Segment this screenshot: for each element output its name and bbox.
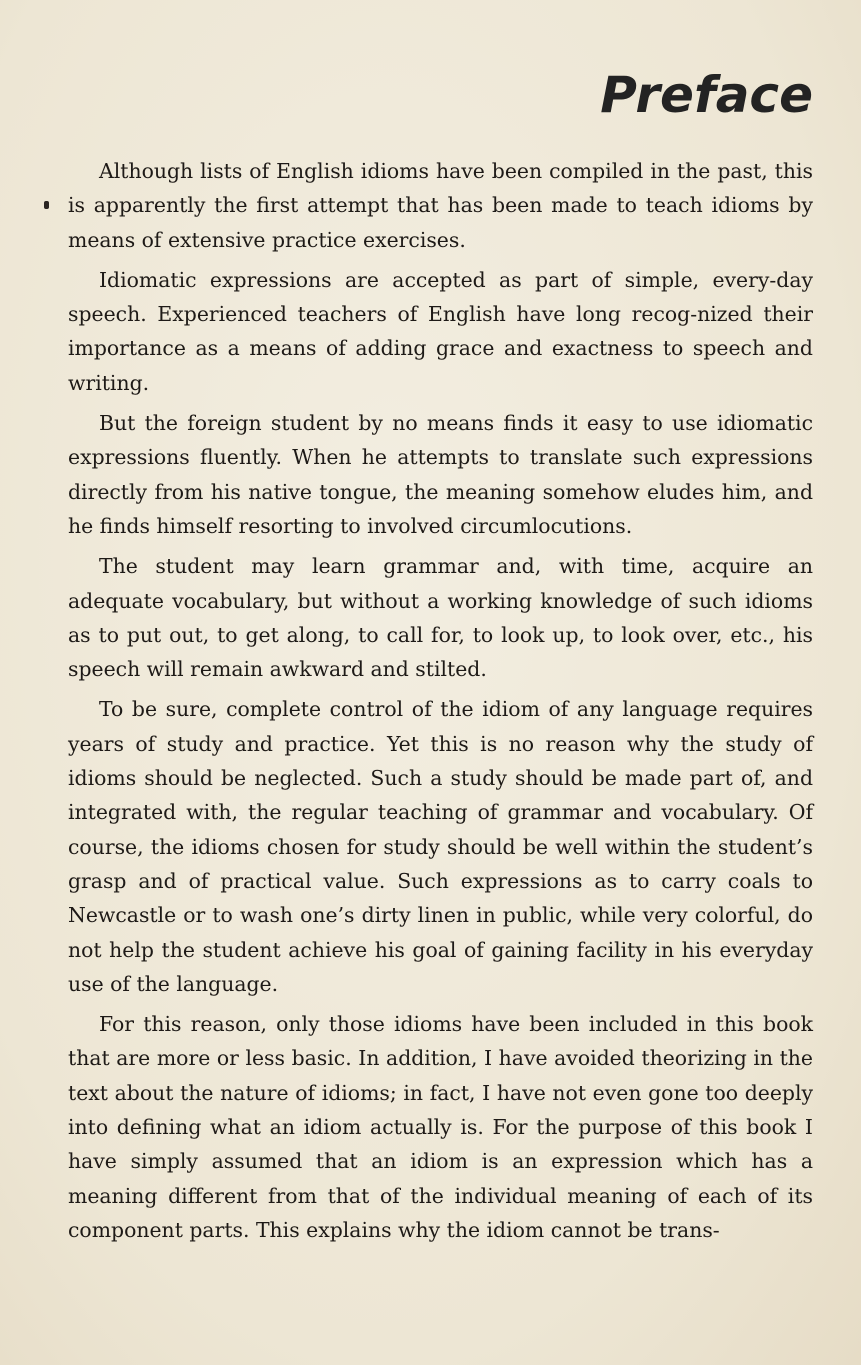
- paragraph-5: To be sure, complete control of the idiom of any language requires years of study and practice. Yet this is no reason why the study of idioms should be neglected. Such a study should be made part of, and integrated with, the regular teaching of grammar and vocabulary. Of course, the idioms chosen for study should be well within the student’s grasp and of practical value. Such expressions as to carry coals to Newcastle or to wash one’s dirty linen in public, while very colorful, do not help the student achieve his goal of gaining facility in his everyday use of the language.: [68, 697, 813, 996]
- paragraph-4: The student may learn grammar and, with time, acquire an adequate vocabulary, but without a working knowledge of such idioms as to put out, to get along, to call for, to look up, to look over, etc., his speech will remain awkward and stilted.: [68, 554, 813, 682]
- paragraph-6: For this reason, only those idioms have been included in this book that are more or less basic. In addition, I have avoided theorizing in the text about the nature of idioms; in fact, I have not even gone too deeply into defining what an idiom actually is. For the purpose of this book I have simply assumed that an idiom is an expression which has a meaning different from that of the individual meaning of each of its component parts. This explains why the idiom cannot be trans-: [68, 1012, 813, 1242]
- page-title: Preface: [600, 66, 813, 124]
- paragraph-2: Idiomatic expressions are accepted as part of simple, every-day speech. Experienced teachers of English have long recog-nized their importance as a means of adding grace and exactness to speech and writing.: [68, 267, 813, 395]
- paragraph-1: Although lists of English idioms have been compiled in the past, this is apparently the first attempt that has been made to teach idioms by means of extensive practice exercises.: [68, 159, 813, 252]
- paragraph-3: But the foreign student by no means finds it easy to use idiomatic expressions fluently. When he attempts to translate such expressions directly from his native tongue, the meaning somehow eludes him, and he finds himself resorting to involved circumlocutions.: [68, 411, 813, 538]
- margin-mark: [44, 201, 49, 209]
